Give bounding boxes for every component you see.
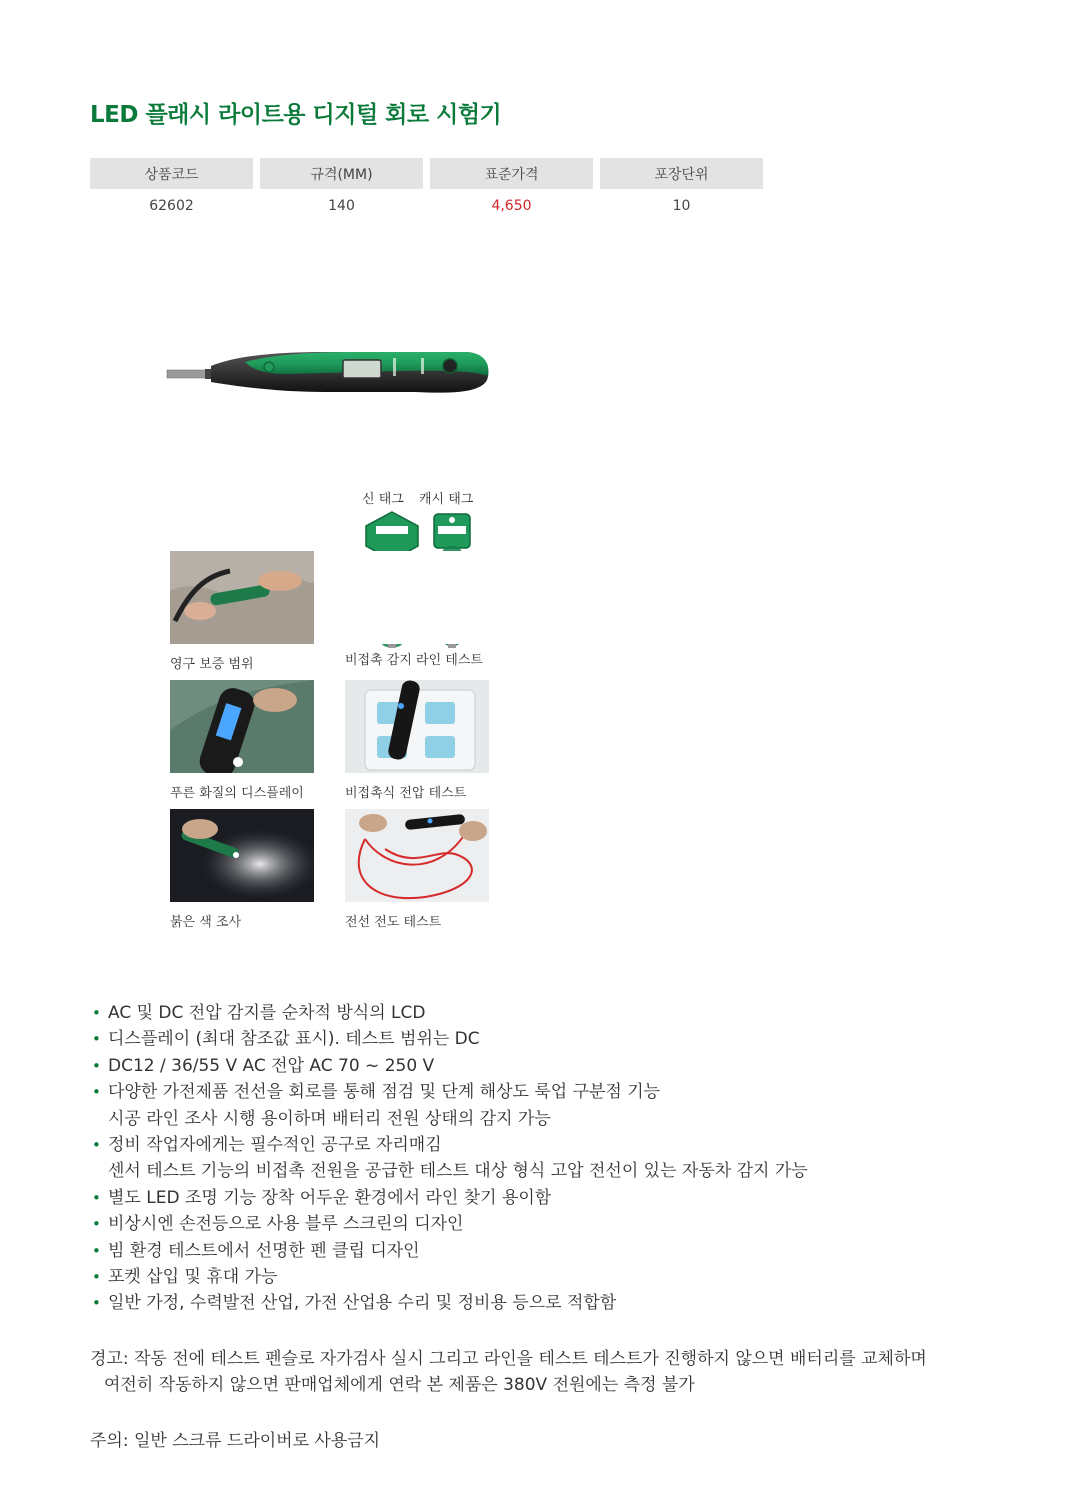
feature-item: • 빔 환경 테스트에서 선명한 펜 클립 디자인	[92, 1238, 1012, 1264]
spec-header-pack: 포장단위	[600, 158, 763, 189]
photo-noncontact-voltage	[345, 680, 489, 801]
photo-warranty	[170, 551, 314, 672]
bullet-icon: •	[92, 1188, 101, 1207]
spec-header-code: 상품코드	[90, 158, 253, 189]
feature-item: • 별도 LED 조명 기능 장착 어두운 환경에서 라인 찾기 용이함	[92, 1185, 1012, 1211]
feature-item: • 정비 작업자에게는 필수적인 공구로 자리매김 센서 테스트 기능의 비접촉 전원을 공급한 테스트 대상 형식 고압 전선이 있는 자동차 감지 가능	[92, 1132, 1012, 1185]
feature-item: • 비상시엔 손전등으로 사용 블루 스크린의 디자인	[92, 1211, 1012, 1237]
photo-red-light-image	[170, 809, 314, 902]
spec-value-pack: 10	[672, 198, 691, 214]
warning-line-2: 여전히 작동하지 않으면 판매업체에게 연락 본 제품은 380V 전원에는 측정 불가	[104, 1375, 695, 1396]
tester-pen-image	[165, 340, 495, 415]
thin-tag-label: 신 태그	[362, 492, 404, 507]
photo-noncontact-line	[345, 551, 489, 668]
spec-value-code: 62602	[149, 198, 194, 214]
cash-tag-label: 캐시 태그	[419, 492, 474, 507]
feature-item: • 디스플레이 (최대 참조값 표시). 테스트 범위는 DC	[92, 1026, 1012, 1052]
bullet-icon: •	[92, 1004, 101, 1022]
photo-wire-conduction-image	[345, 809, 489, 902]
bullet-icon: •	[92, 1241, 101, 1260]
bullet-icon: •	[92, 1294, 101, 1313]
bullet-icon: •	[92, 1030, 101, 1049]
warning-line-1: 경고: 작동 전에 테스트 펜슬로 자가검사 실시 그리고 라인을 테스트 테스트가 진행하지 않으면 배터리를 교체하며	[90, 1349, 927, 1369]
feature-item: • 다양한 가전제품 전선을 회로를 통해 점검 및 단계 해상도 룩업 구분점 기능 시공 라인 조사 시행 용이하며 배터리 전원 상태의 감지 가능	[92, 1079, 1012, 1132]
caution-note: 주의: 일반 스크류 드라이버로 사용금지	[90, 1431, 381, 1451]
bullet-icon: •	[92, 1136, 101, 1155]
photo-warranty-caption: 영구 보증 범위	[170, 657, 254, 672]
spec-header-size: 규격(MM)	[260, 158, 423, 189]
spec-header-price: 표준가격	[430, 158, 593, 189]
feature-item: • DC12 / 36/55 V AC 전압 AC 70 ~ 250 V	[92, 1053, 1012, 1079]
photo-wire-conduction-caption: 전선 전도 테스트	[345, 915, 442, 930]
bullet-icon: •	[92, 1056, 101, 1075]
bullet-icon: •	[92, 1083, 101, 1102]
bullet-icon: •	[92, 1268, 101, 1287]
photo-noncontact-voltage-caption: 비접촉식 전압 테스트	[345, 786, 467, 801]
spec-table	[90, 158, 770, 223]
photo-blue-display-image	[170, 680, 314, 773]
page-title: LED 플래시 라이트용 디지털 회로 시험기	[90, 102, 502, 128]
feature-item: • 일반 가정, 수력발전 산업, 가전 산업용 수리 및 정비용 등으로 적합함	[92, 1290, 1012, 1316]
feature-list	[92, 1000, 1012, 1317]
photo-red-light	[170, 809, 314, 930]
bullet-icon: •	[92, 1215, 101, 1234]
photo-noncontact-line-caption: 비접촉 감지 라인 테스트	[345, 653, 483, 668]
photo-blue-display-caption: 푸른 화질의 디스플레이	[170, 786, 304, 801]
warning-text	[90, 1346, 1030, 1399]
photo-red-light-caption: 붉은 색 조사	[170, 915, 242, 930]
feature-item: • 포켓 삽입 및 휴대 가능	[92, 1264, 1012, 1290]
photo-wire-conduction	[345, 809, 489, 930]
photo-noncontact-voltage-image	[345, 680, 489, 773]
photo-noncontact-line-image	[345, 551, 489, 644]
photo-warranty-image	[170, 551, 314, 644]
spec-header-row	[90, 158, 770, 189]
photo-blue-display	[170, 680, 314, 801]
spec-value-row	[90, 189, 770, 223]
spec-value-price: 4,650	[491, 198, 532, 214]
spec-value-size: 140	[328, 198, 355, 214]
feature-item: • AC 및 DC 전압 감지를 순차적 방식의 LCD	[92, 1000, 1012, 1026]
